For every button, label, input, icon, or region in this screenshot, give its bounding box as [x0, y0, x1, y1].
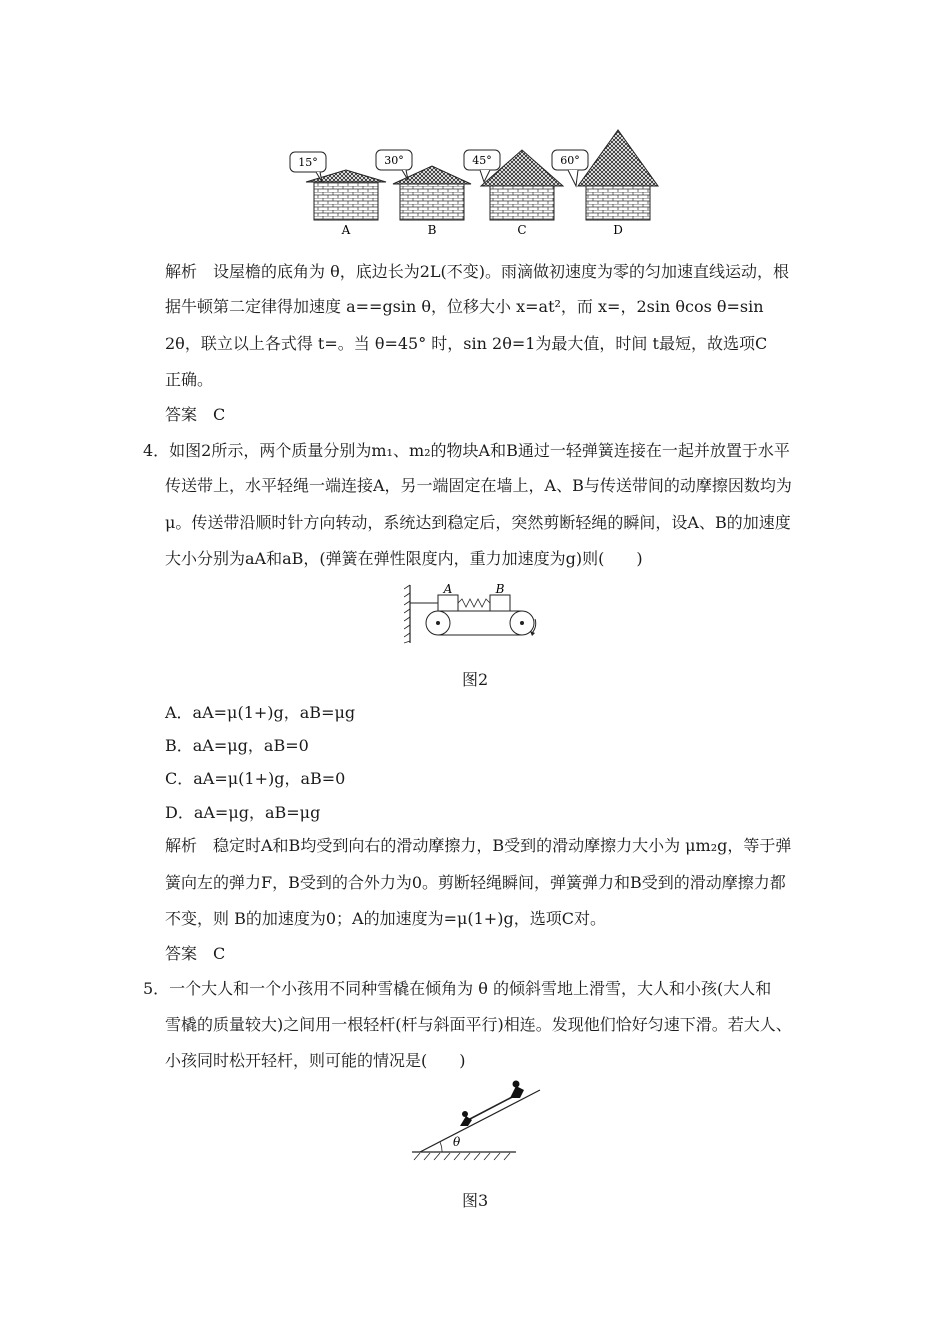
q5-stem-line-3: 小孩同时松开轻杆，则可能的情况是( )	[165, 1051, 466, 1070]
q4-answer: 答案 C	[165, 944, 226, 963]
q4-analysis-line-3: 不变，则 B的加速度为0；A的加速度为=μ(1+)g，选项C对。	[165, 909, 606, 928]
house-d	[578, 130, 658, 220]
q4-stem-line-2: 传送带上，水平轻绳一端连接A，另一端固定在墙上，A、B与传送带间的动摩擦因数均为	[165, 476, 792, 495]
q4-option-a: A．aA=μ(1+)g，aB=μg	[165, 703, 356, 722]
q5-stem-line-2: 雪橇的质量较大)之间用一根轻杆(杆与斜面平行)相连。发现他们恰好匀速下滑。若大人、	[165, 1015, 792, 1034]
q4-analysis-line-2: 簧向左的弹力F，B受到的合外力为0。剪断轻绳瞬间，弹簧弹力和B受到的滑动摩擦力都	[165, 873, 786, 892]
angle-label-c: 45°	[472, 154, 492, 167]
q4-stem-line-4: 大小分别为aA和aB，(弹簧在弹性限度内，重力加速度为g)则( )	[165, 549, 643, 568]
angle-bubble-a	[290, 152, 326, 182]
q3-analysis-line-1: 解析 设屋檐的底角为 θ，底边长为2L(不变)。雨滴做初速度为零的匀加速直线运动，根	[165, 262, 790, 281]
house-label-d: D	[613, 223, 623, 237]
q4-option-b: B．aA=μg，aB=0	[165, 736, 309, 755]
angle-label-b: 30°	[384, 154, 404, 167]
block-b-label: B	[495, 583, 505, 596]
angle-label-d: 60°	[560, 154, 580, 167]
house-label-c: C	[517, 223, 527, 237]
houses-figure	[280, 126, 680, 238]
house-label-b: B	[427, 223, 437, 237]
adult-sled	[510, 1081, 524, 1099]
q3-analysis-line-4: 正确。	[165, 370, 214, 389]
q3-answer: 答案 C	[165, 405, 226, 424]
angle-bubble-b	[376, 150, 412, 180]
q4-option-c: C．aA=μ(1+)g，aB=0	[165, 769, 346, 788]
block-a-label: A	[443, 583, 453, 596]
q4-analysis-line-1: 解析 稳定时A和B均受到向右的滑动摩擦力，B受到的滑动摩擦力大小为 μm₂g，等于弹	[165, 836, 792, 855]
q5-stem-line-1: 5．一个大人和一个小孩用不同种雪橇在倾角为 θ 的倾斜雪地上滑雪，大人和小孩(大人和	[143, 979, 772, 998]
q4-option-d: D．aA=μg，aB=μg	[165, 803, 321, 822]
figure-3-caption: 图3	[462, 1191, 489, 1210]
q3-analysis-line-3: 2θ，联立以上各式得 t=。当 θ=45° 时，sin 2θ=1为最大值，时间 t最短，故选项C	[165, 334, 768, 353]
house-a	[306, 170, 386, 220]
conveyor-figure	[404, 583, 549, 645]
q3-analysis-line-2: 据牛顿第二定律得加速度 a==gsin θ，位移大小 x=at²，而 x=，2sin θcos θ=sin	[165, 297, 764, 316]
angle-label-a: 15°	[298, 156, 318, 169]
q4-stem-line-3: μ。传送带沿顺时针方向转动，系统达到稳定后，突然剪断轻绳的瞬间，设A、B的加速度	[165, 513, 791, 532]
figure-2-caption: 图2	[462, 670, 489, 689]
house-label-a: A	[341, 223, 351, 237]
q4-stem-line-1: 4．如图2所示，两个质量分别为m₁、m₂的物块A和B通过一轻弹簧连接在一起并放置于水平	[143, 441, 790, 460]
incline-figure	[406, 1076, 552, 1162]
angle-theta-label: θ	[453, 1135, 461, 1149]
